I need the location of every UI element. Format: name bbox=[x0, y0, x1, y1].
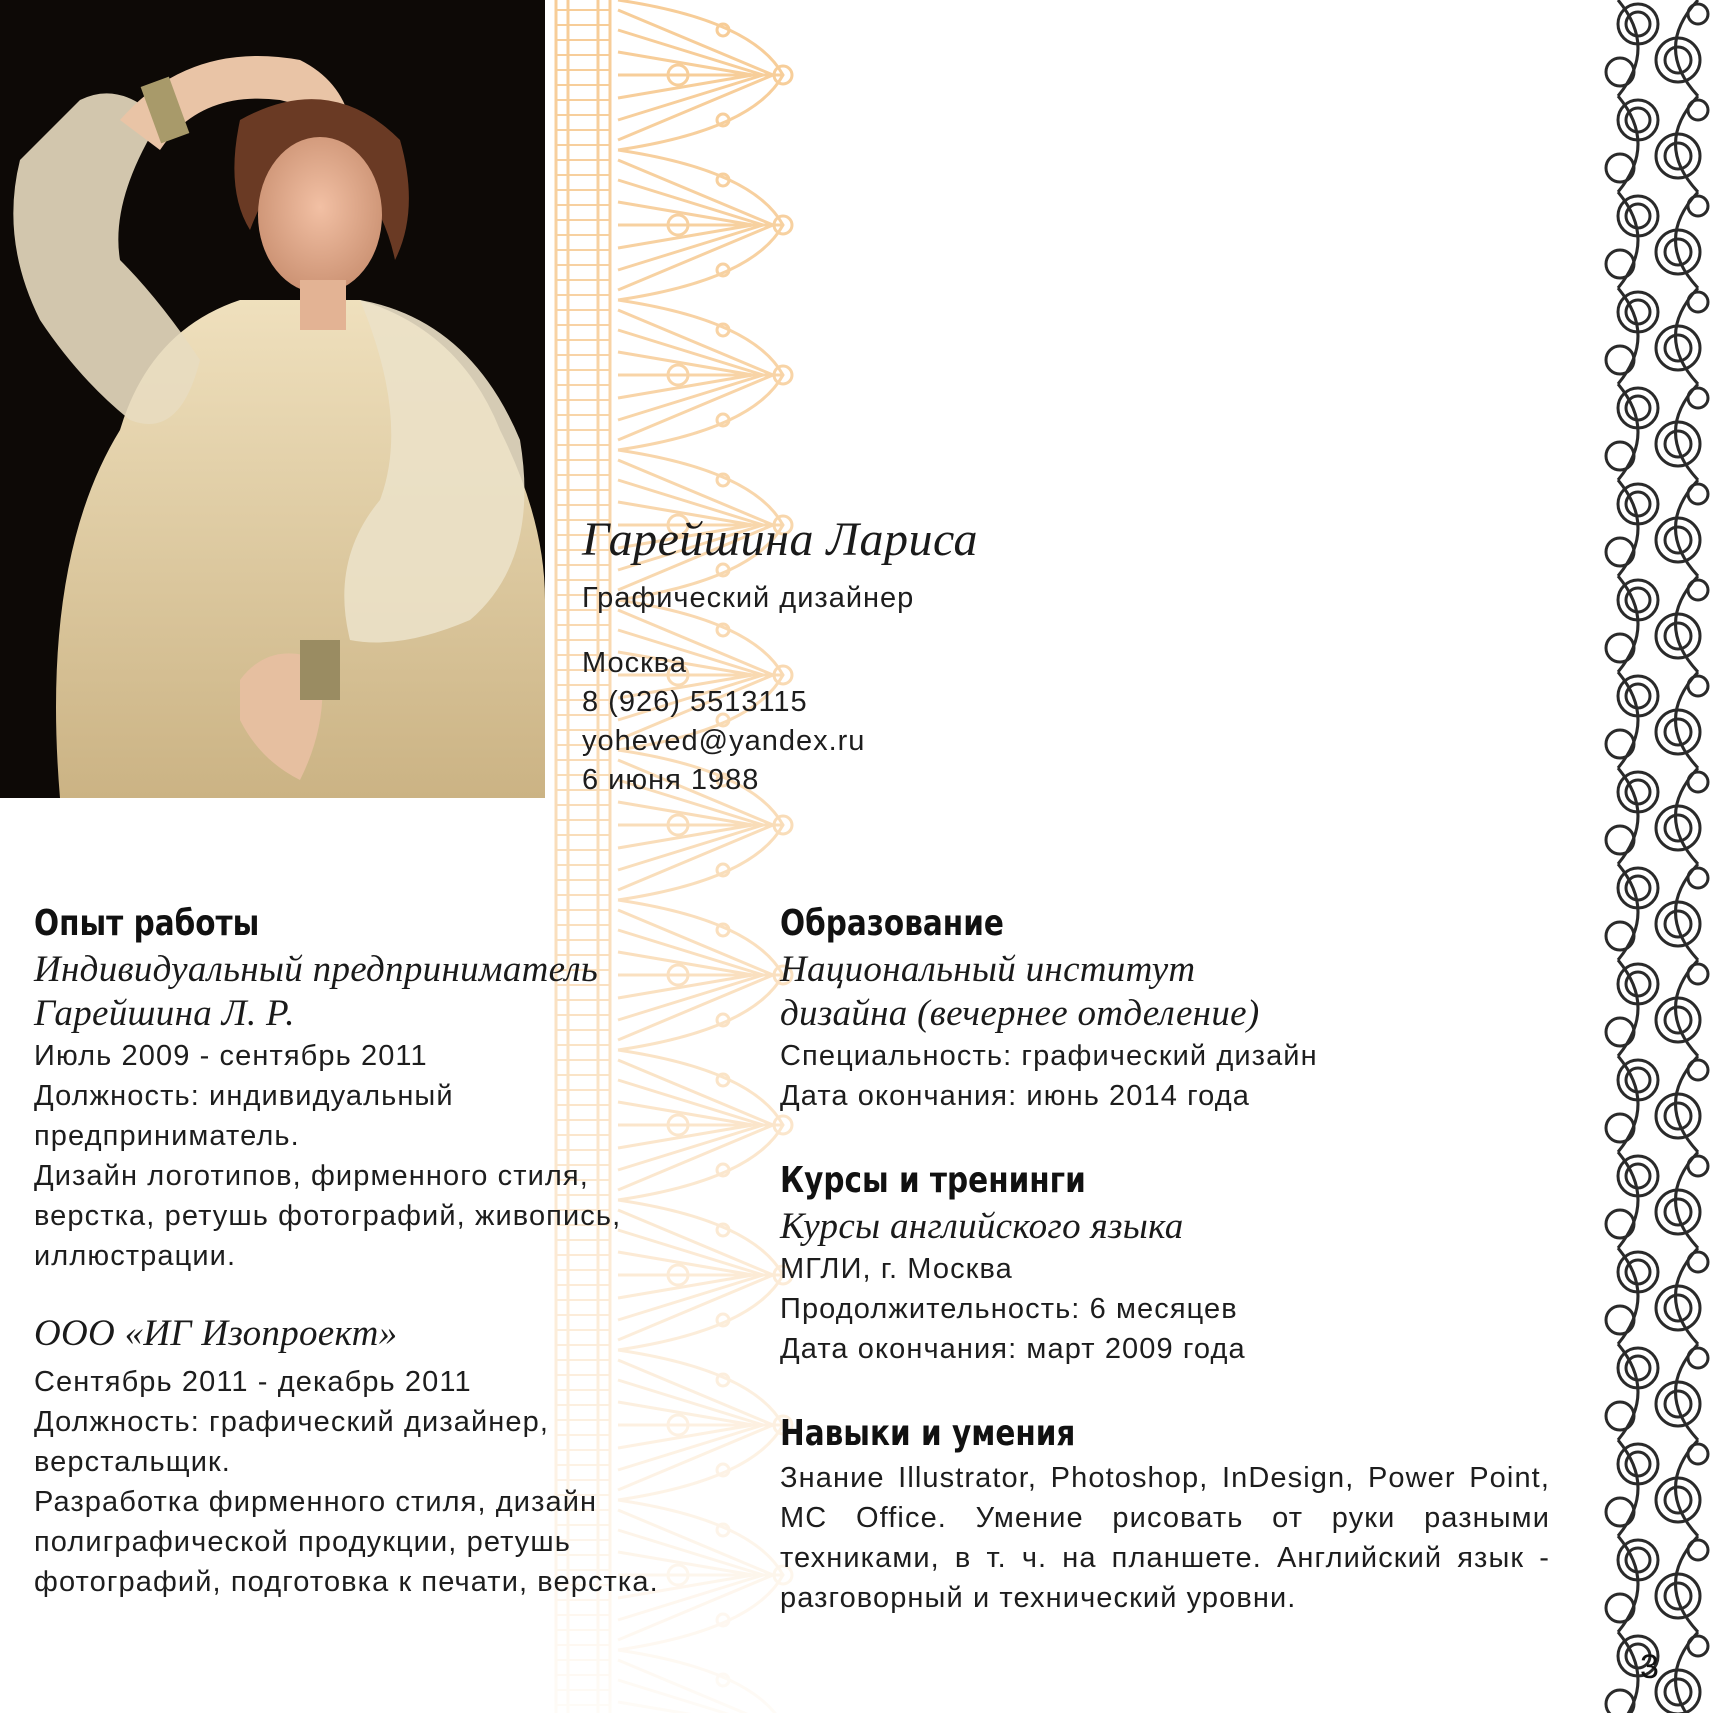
job-position: предприниматель. bbox=[34, 1120, 300, 1152]
experience-section bbox=[34, 903, 694, 1602]
portrait-photo bbox=[0, 0, 545, 798]
job-description: верстка, ретушь фотографий, живопись, bbox=[34, 1200, 622, 1232]
job-position: Должность: графический дизайнер, bbox=[34, 1406, 549, 1438]
job-period: Сентябрь 2011 - декабрь 2011 bbox=[34, 1366, 472, 1398]
education-section bbox=[780, 903, 1550, 1116]
email: yoheved@yandex.ru bbox=[582, 725, 866, 757]
job-entry bbox=[34, 1312, 694, 1602]
job-org: Гарейшина Л. Р. bbox=[34, 993, 295, 1034]
job-description: фотографий, подготовка к печати, верстка. bbox=[34, 1566, 659, 1598]
education-specialty: Специальность: графический дизайн bbox=[780, 1040, 1318, 1072]
courses-heading: Курсы и тренинги bbox=[780, 1160, 1086, 1201]
city: Москва bbox=[582, 647, 688, 679]
skills-text: Знание Illustrator, Photoshop, InDesign, Power Point, МС Office. Умение рисовать от руки разными техниками, в т. ч. на планшете. Английский язык - разговорный и технический уровни. bbox=[780, 1462, 1550, 1614]
course-duration: Продолжительность: 6 месяцев bbox=[780, 1293, 1238, 1325]
dark-lace-border bbox=[1598, 0, 1713, 1713]
job-entry bbox=[34, 948, 694, 1276]
person-name: Гарейшина Лариса bbox=[582, 513, 979, 566]
job-position: верстальщик. bbox=[34, 1446, 231, 1478]
birth-date: 6 июня 1988 bbox=[582, 764, 760, 796]
job-org: ООО «ИГ Изопроект» bbox=[34, 1313, 398, 1354]
job-description: полиграфической продукции, ретушь bbox=[34, 1526, 571, 1558]
job-description: иллюстрации. bbox=[34, 1240, 237, 1272]
experience-heading: Опыт работы bbox=[34, 903, 260, 944]
skills-section bbox=[780, 1413, 1550, 1618]
job-description: Дизайн логотипов, фирменного стиля, bbox=[34, 1160, 589, 1192]
skills-heading: Навыки и умения bbox=[780, 1413, 1076, 1454]
page-number: 3 bbox=[1640, 1648, 1659, 1686]
job-title: Графический дизайнер bbox=[582, 582, 915, 614]
phone: 8 (926) 5513115 bbox=[582, 686, 808, 718]
job-org: Индивидуальный предприниматель bbox=[34, 949, 599, 990]
job-description: Разработка фирменного стиля, дизайн bbox=[34, 1486, 598, 1518]
course-name: Курсы английского языка bbox=[780, 1206, 1184, 1247]
course-graduation: Дата окончания: март 2009 года bbox=[780, 1333, 1246, 1365]
education-graduation: Дата окончания: июнь 2014 года bbox=[780, 1080, 1251, 1112]
job-period: Июль 2009 - сентябрь 2011 bbox=[34, 1040, 428, 1072]
courses-section bbox=[780, 1160, 1550, 1369]
job-position: Должность: индивидуальный bbox=[34, 1080, 454, 1112]
education-heading: Образование bbox=[780, 903, 1004, 944]
education-org: дизайна (вечернее отделение) bbox=[780, 993, 1260, 1034]
course-place: МГЛИ, г. Москва bbox=[780, 1253, 1013, 1285]
education-org: Национальный институт bbox=[780, 949, 1196, 990]
contact-header bbox=[582, 512, 1142, 800]
right-column bbox=[780, 903, 1550, 1618]
